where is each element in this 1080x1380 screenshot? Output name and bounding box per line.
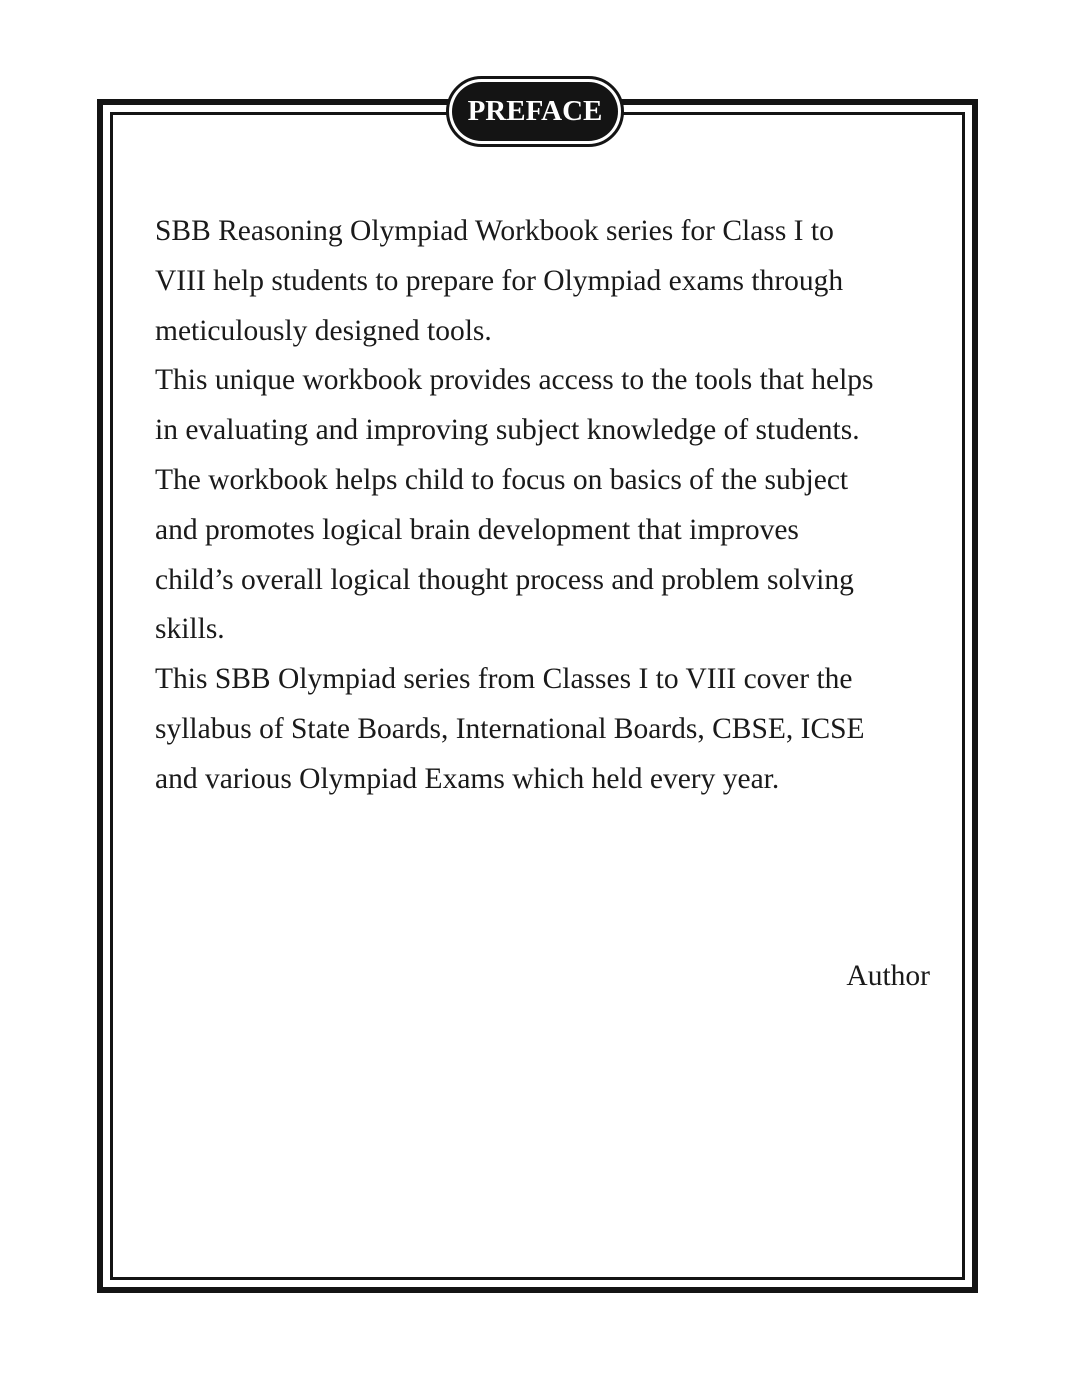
preface-badge — [446, 76, 624, 147]
body-line: SBB Reasoning Olympiad Workbook series for Class I to — [155, 215, 834, 247]
body-line: This SBB Olympiad series from Classes I to VIII cover the — [155, 663, 853, 696]
body-line: This unique workbook provides access to the tools that helps — [155, 364, 874, 397]
body-line: in evaluating and improving subject knowledge of students. — [155, 414, 860, 447]
body-line: skills. — [155, 613, 225, 646]
body-line: VIII help students to prepare for Olympiad exams through — [155, 264, 844, 297]
body-line: syllabus of State Boards, International Boards, CBSE, ICSE — [155, 712, 865, 745]
author-signature: Author — [846, 960, 930, 992]
preface-body — [155, 207, 945, 805]
body-line: and various Olympiad Exams which held every year. — [155, 762, 780, 795]
preface-badge-fill — [452, 82, 618, 141]
body-line: meticulously designed tools. — [155, 314, 492, 347]
page-title: PREFACE — [467, 95, 603, 127]
body-line: child’s overall logical thought process and problem solving — [155, 563, 854, 596]
body-line: The workbook helps child to focus on basics of the subject — [155, 463, 849, 496]
body-line: and promotes logical brain development that improves — [155, 513, 799, 546]
